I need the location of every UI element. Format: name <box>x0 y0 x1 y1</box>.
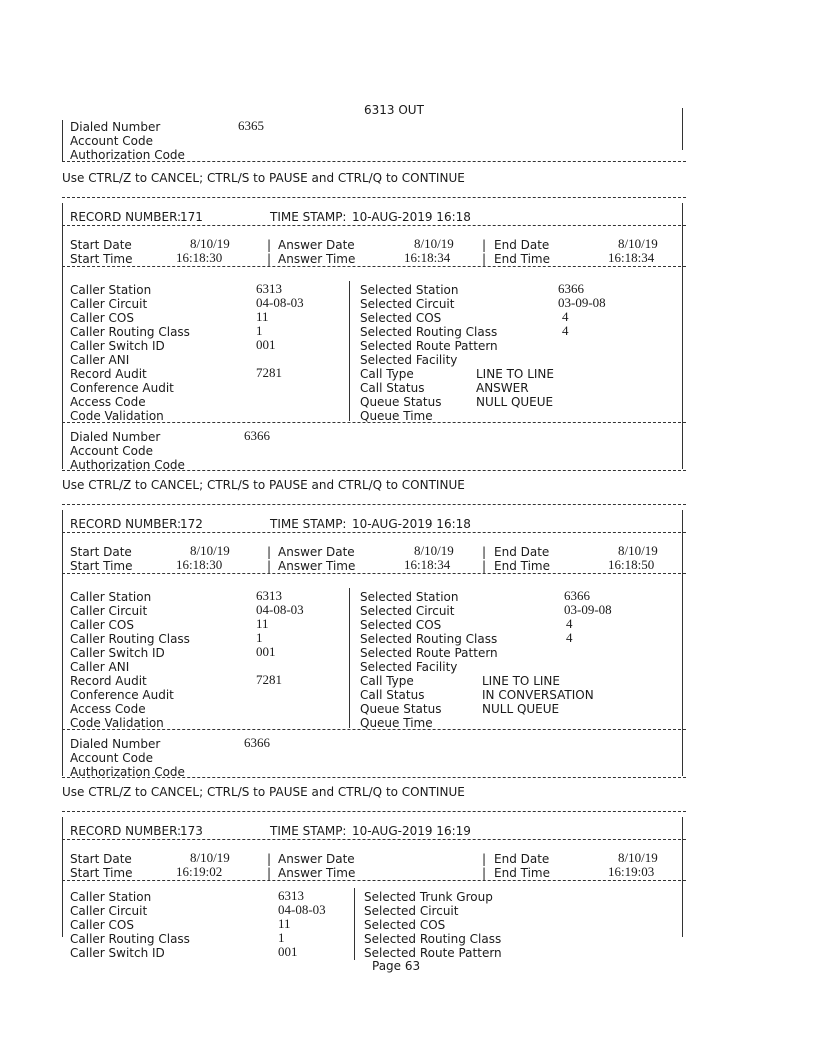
start-time: 16:18:30 <box>176 557 223 572</box>
end-time-label: End Time <box>494 559 550 573</box>
caller-ani-label: Caller ANI <box>70 353 130 367</box>
call-type: LINE TO LINE <box>476 367 554 381</box>
divider <box>62 470 686 471</box>
separator-pipe: | <box>482 866 487 880</box>
code-validation-label: Code Validation <box>70 409 164 423</box>
conference-audit-label: Conference Audit <box>70 688 174 702</box>
end-time: 16:18:34 <box>608 250 655 265</box>
selected-route-pattern-label: Selected Route Pattern <box>360 646 498 660</box>
selected-routing-class-label: Selected Routing Class <box>360 325 498 339</box>
caller-switch-id-label: Caller Switch ID <box>70 339 165 353</box>
authorization-code-label: Authorization Code <box>70 765 185 779</box>
start-date: 8/10/19 <box>190 543 230 558</box>
time-stamp-label: TIME STAMP: <box>270 517 347 531</box>
end-time: 16:18:50 <box>608 557 655 572</box>
start-time: 16:19:02 <box>176 864 223 879</box>
divider <box>62 839 686 840</box>
caller-switch-id-label: Caller Switch ID <box>70 946 165 960</box>
border-left <box>62 203 63 469</box>
caller-station-label: Caller Station <box>70 590 152 604</box>
record-number-label: RECORD NUMBER: <box>70 824 182 838</box>
caller-routing-class: 1 <box>256 323 263 338</box>
selected-cos: 4 <box>566 616 573 631</box>
queue-time-label: Queue Time <box>360 409 433 423</box>
dialed-number-label: Dialed Number <box>70 120 161 134</box>
account-code-label: Account Code <box>70 134 153 148</box>
page-number: Page 63 <box>372 959 421 973</box>
divider <box>62 880 686 881</box>
caller-routing-class-label: Caller Routing Class <box>70 632 190 646</box>
caller-switch-id: 001 <box>278 944 298 959</box>
account-code-label: Account Code <box>70 444 153 458</box>
divider <box>62 161 686 162</box>
selected-cos-label: Selected COS <box>364 918 446 932</box>
selected-routing-class: 4 <box>566 630 573 645</box>
caller-switch-id: 001 <box>256 337 276 352</box>
column-separator <box>349 281 350 421</box>
queue-time-label: Queue Time <box>360 716 433 730</box>
caller-switch-id-label: Caller Switch ID <box>70 646 165 660</box>
start-date-label: Start Date <box>70 545 132 559</box>
selected-cos: 4 <box>562 309 569 324</box>
answer-date-label: Answer Date <box>278 852 355 866</box>
selected-facility-label: Selected Facility <box>360 353 458 367</box>
caller-circuit-label: Caller Circuit <box>70 904 148 918</box>
answer-time: 16:18:34 <box>404 557 451 572</box>
caller-circuit: 04-08-03 <box>256 295 304 310</box>
divider <box>62 777 686 778</box>
queue-status: NULL QUEUE <box>476 395 554 409</box>
selected-trunk-group-label: Selected Trunk Group <box>364 890 493 904</box>
start-date: 8/10/19 <box>190 236 230 251</box>
call-status: ANSWER <box>476 381 529 395</box>
access-code-label: Access Code <box>70 702 146 716</box>
separator-pipe: | <box>482 852 487 866</box>
caller-station-label: Caller Station <box>70 283 152 297</box>
selected-circuit-label: Selected Circuit <box>364 904 459 918</box>
caller-cos: 11 <box>278 916 291 931</box>
selected-station-label: Selected Station <box>360 590 459 604</box>
start-date-label: Start Date <box>70 238 132 252</box>
selected-circuit-label: Selected Circuit <box>360 604 455 618</box>
answer-date-label: Answer Date <box>278 238 355 252</box>
answer-date-label: Answer Date <box>278 545 355 559</box>
start-date: 8/10/19 <box>190 850 230 865</box>
selected-route-pattern-label: Selected Route Pattern <box>364 946 502 960</box>
start-time-label: Start Time <box>70 252 133 266</box>
selected-circuit-label: Selected Circuit <box>360 297 455 311</box>
separator-pipe: | <box>267 852 272 866</box>
divider <box>62 811 686 812</box>
call-status-label: Call Status <box>360 381 425 395</box>
queue-status: NULL QUEUE <box>482 702 560 716</box>
record-number-label: RECORD NUMBER: <box>70 517 182 531</box>
dialed-number-value: 6365 <box>238 118 264 133</box>
caller-cos: 11 <box>256 309 269 324</box>
queue-status-label: Queue Status <box>360 395 442 409</box>
end-date: 8/10/19 <box>618 236 658 251</box>
dialed-number: 6366 <box>244 735 270 750</box>
call-type-label: Call Type <box>360 674 414 688</box>
call-status-label: Call Status <box>360 688 425 702</box>
end-time-label: End Time <box>494 252 550 266</box>
prompt-line: Use CTRL/Z to CANCEL; CTRL/S to PAUSE and CTRL/Q to CONTINUE <box>62 785 465 799</box>
selected-routing-class: 4 <box>562 323 569 338</box>
border-right <box>682 108 683 150</box>
border-left <box>62 817 63 937</box>
separator-pipe: | <box>267 866 272 880</box>
code-validation-label: Code Validation <box>70 716 164 730</box>
record-number: 172 <box>180 517 203 531</box>
divider <box>62 573 686 574</box>
selected-station: 6366 <box>564 588 590 603</box>
time-stamp: 10-AUG-2019 16:18 <box>352 210 471 224</box>
caller-circuit: 04-08-03 <box>256 602 304 617</box>
border-right <box>682 510 683 776</box>
record-number: 171 <box>180 210 203 224</box>
answer-time-label: Answer Time <box>278 866 356 880</box>
answer-time-label: Answer Time <box>278 559 356 573</box>
authorization-code-label: Authorization Code <box>70 458 185 472</box>
divider <box>62 532 686 533</box>
caller-circuit: 04-08-03 <box>278 902 326 917</box>
caller-station-label: Caller Station <box>70 890 152 904</box>
end-date: 8/10/19 <box>618 543 658 558</box>
time-stamp: 10-AUG-2019 16:18 <box>352 517 471 531</box>
separator-pipe: | <box>482 545 487 559</box>
dialed-number-label: Dialed Number <box>70 737 161 751</box>
selected-cos-label: Selected COS <box>360 311 442 325</box>
caller-switch-id: 001 <box>256 644 276 659</box>
separator-pipe: | <box>267 559 272 573</box>
column-separator <box>349 588 350 728</box>
divider <box>62 266 686 267</box>
caller-routing-class: 1 <box>278 930 285 945</box>
separator-pipe: | <box>267 238 272 252</box>
selected-circuit: 03-09-08 <box>558 295 606 310</box>
separator-pipe: | <box>267 252 272 266</box>
dialed-number-label: Dialed Number <box>70 430 161 444</box>
end-date-label: End Date <box>494 852 550 866</box>
account-code-label: Account Code <box>70 751 153 765</box>
time-stamp-label: TIME STAMP: <box>270 210 347 224</box>
caller-circuit-label: Caller Circuit <box>70 604 148 618</box>
selected-routing-class-label: Selected Routing Class <box>364 932 502 946</box>
divider <box>62 197 686 198</box>
record-audit: 7281 <box>256 672 282 687</box>
authorization-code-label: Authorization Code <box>70 148 185 162</box>
call-status: IN CONVERSATION <box>482 688 594 702</box>
border-left <box>62 120 63 162</box>
selected-routing-class-label: Selected Routing Class <box>360 632 498 646</box>
caller-cos-label: Caller COS <box>70 311 134 325</box>
caller-circuit-label: Caller Circuit <box>70 297 148 311</box>
caller-cos-label: Caller COS <box>70 618 134 632</box>
call-type-label: Call Type <box>360 367 414 381</box>
start-time: 16:18:30 <box>176 250 223 265</box>
end-date-label: End Date <box>494 238 550 252</box>
divider <box>62 225 686 226</box>
time-stamp-label: TIME STAMP: <box>270 824 347 838</box>
separator-pipe: | <box>482 238 487 252</box>
prompt-line: Use CTRL/Z to CANCEL; CTRL/S to PAUSE and CTRL/Q to CONTINUE <box>62 171 465 185</box>
start-time-label: Start Time <box>70 866 133 880</box>
selected-station-label: Selected Station <box>360 283 459 297</box>
record-number: 173 <box>180 824 203 838</box>
selected-station: 6366 <box>558 281 584 296</box>
answer-date: 8/10/19 <box>414 236 454 251</box>
record-audit: 7281 <box>256 365 282 380</box>
answer-date: 8/10/19 <box>414 543 454 558</box>
record-audit-label: Record Audit <box>70 367 147 381</box>
caller-station: 6313 <box>256 588 282 603</box>
report-title: 6313 OUT <box>364 103 424 117</box>
record-audit-label: Record Audit <box>70 674 147 688</box>
divider <box>62 504 686 505</box>
end-time: 16:19:03 <box>608 864 655 879</box>
record-number-label: RECORD NUMBER: <box>70 210 182 224</box>
caller-cos-label: Caller COS <box>70 918 134 932</box>
conference-audit-label: Conference Audit <box>70 381 174 395</box>
prompt-line: Use CTRL/Z to CANCEL; CTRL/S to PAUSE and CTRL/Q to CONTINUE <box>62 478 465 492</box>
answer-time: 16:18:34 <box>404 250 451 265</box>
caller-routing-class-label: Caller Routing Class <box>70 325 190 339</box>
selected-facility-label: Selected Facility <box>360 660 458 674</box>
border-left <box>62 510 63 776</box>
end-date-label: End Date <box>494 545 550 559</box>
end-date: 8/10/19 <box>618 850 658 865</box>
caller-routing-class: 1 <box>256 630 263 645</box>
access-code-label: Access Code <box>70 395 146 409</box>
caller-station: 6313 <box>256 281 282 296</box>
selected-cos-label: Selected COS <box>360 618 442 632</box>
separator-pipe: | <box>482 252 487 266</box>
selected-route-pattern-label: Selected Route Pattern <box>360 339 498 353</box>
dialed-number: 6366 <box>244 428 270 443</box>
start-date-label: Start Date <box>70 852 132 866</box>
selected-circuit: 03-09-08 <box>564 602 612 617</box>
border-right <box>682 817 683 937</box>
border-right <box>682 203 683 469</box>
divider <box>62 729 686 730</box>
column-separator <box>354 888 355 960</box>
queue-status-label: Queue Status <box>360 702 442 716</box>
divider <box>62 422 686 423</box>
caller-cos: 11 <box>256 616 269 631</box>
start-time-label: Start Time <box>70 559 133 573</box>
separator-pipe: | <box>267 545 272 559</box>
caller-station: 6313 <box>278 888 304 903</box>
end-time-label: End Time <box>494 866 550 880</box>
time-stamp: 10-AUG-2019 16:19 <box>352 824 471 838</box>
caller-routing-class-label: Caller Routing Class <box>70 932 190 946</box>
call-type: LINE TO LINE <box>482 674 560 688</box>
answer-time-label: Answer Time <box>278 252 356 266</box>
separator-pipe: | <box>482 559 487 573</box>
caller-ani-label: Caller ANI <box>70 660 130 674</box>
